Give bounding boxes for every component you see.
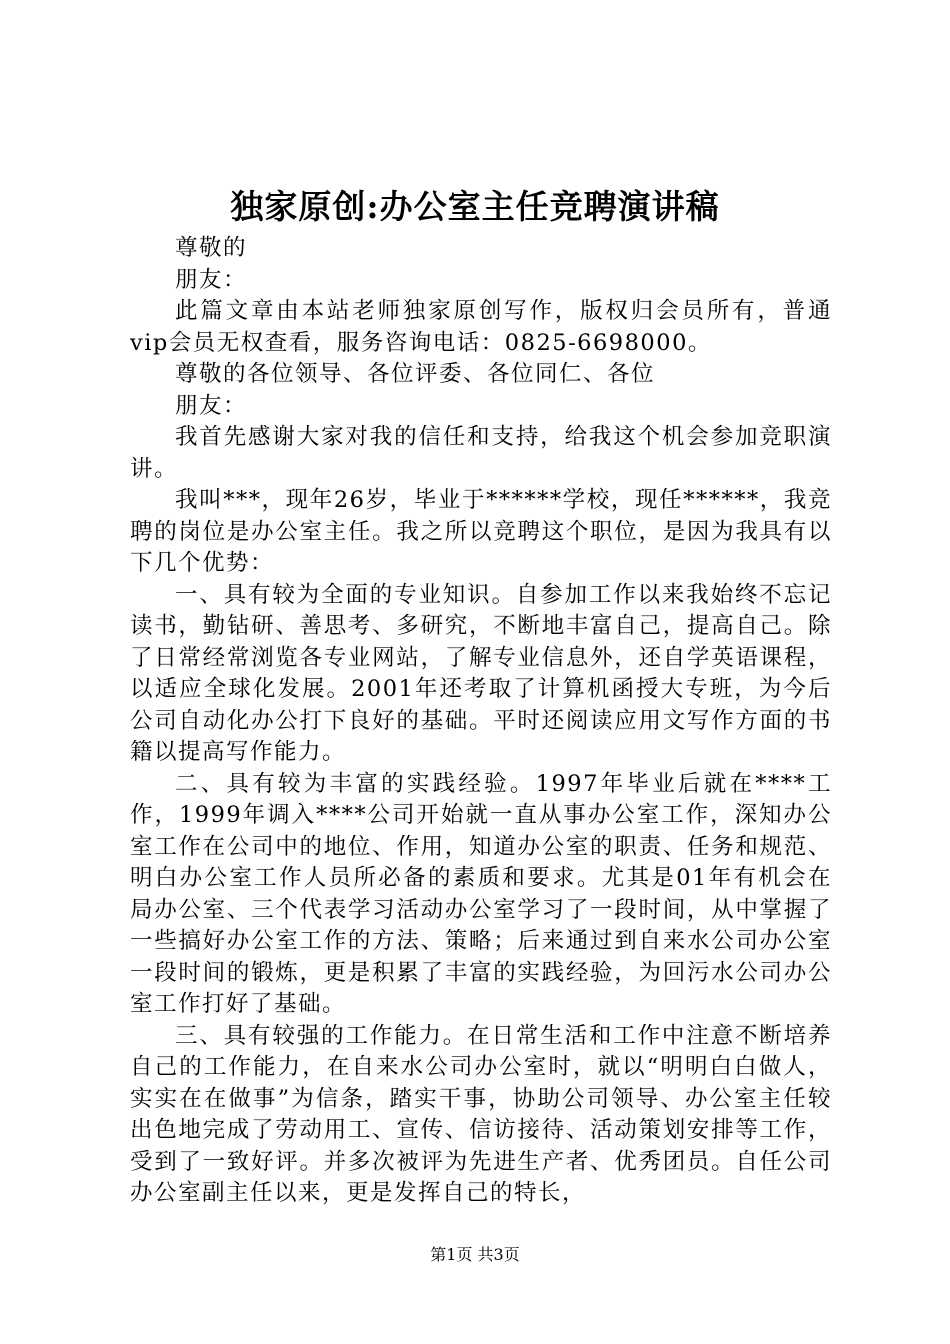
document-title: 独家原创:办公室主任竞聘演讲稿: [230, 187, 720, 226]
paragraph-salutation-2: 朋友：: [175, 266, 248, 293]
paragraph-advantage-2: 二、具有较为丰富的实践经验。1997年毕业后就在****工作，1999年调入****公司开始就一直从事办公室工作，深知办公室工作在公司中的地位、作用，知道办公室的职责、任务和规范、明白办公室工作人员所必备的素质和要求。尤其是01年有机会在局办公室、三个代表学习活动办公室学习了一段时间，从中掌握了一些搞好办公室工作的方法、策略；后来通过到自来水公司办公室一段时间的锻炼，更是积累了丰富的实践经验，为回污水公司办公室工作打好了基础。: [130, 770, 832, 1017]
paragraph-greeting-2: 朋友：: [175, 392, 248, 419]
paragraph-greeting-1: 尊敬的各位领导、各位评委、各位同仁、各位: [175, 361, 656, 387]
paragraph-salutation-1: 尊敬的: [175, 235, 248, 261]
document-body: [130, 233, 832, 1210]
paragraph-advantage-3: 三、具有较强的工作能力。在日常生活和工作中注意不断培养自己的工作能力，在自来水公司办公室时，就以“明明白白做人，实实在在做事”为信条，踏实干事，协助公司领导、办公室主任较出色地完成了劳动用工、宣传、信访接待、活动策划安排等工作，受到了一致好评。并多次被评为先进生产者、优秀团员。自任公司办公室副主任以来，更是发挥自己的特长，: [130, 1022, 832, 1206]
page-number-footer: 第1页 共3页: [430, 1245, 520, 1264]
paragraph-thanks: 我首先感谢大家对我的信任和支持，给我这个机会参加竞职演讲。: [130, 424, 832, 482]
paragraph-introduction: 我叫***，现年26岁，毕业于******学校，现任******，我竞聘的岗位是办公室主任。我之所以竞聘这个职位，是因为我具有以下几个优势：: [130, 487, 832, 576]
paragraph-advantage-1: 一、具有较为全面的专业知识。自参加工作以来我始终不忘记读书，勤钻研、善思考、多研究，不断地丰富自己，提高自己。除了日常经常浏览各专业网站，了解专业信息外，还自学英语课程，以适应全球化发展。2001年还考取了计算机函授大专班，为今后公司自动化办公打下良好的基础。平时还阅读应用文写作方面的书籍以提高写作能力。: [130, 581, 832, 765]
paragraph-copyright-notice: 此篇文章由本站老师独家原创写作，版权归会员所有，普通vip会员无权查看，服务咨询电话：0825-6698000。: [130, 298, 832, 356]
